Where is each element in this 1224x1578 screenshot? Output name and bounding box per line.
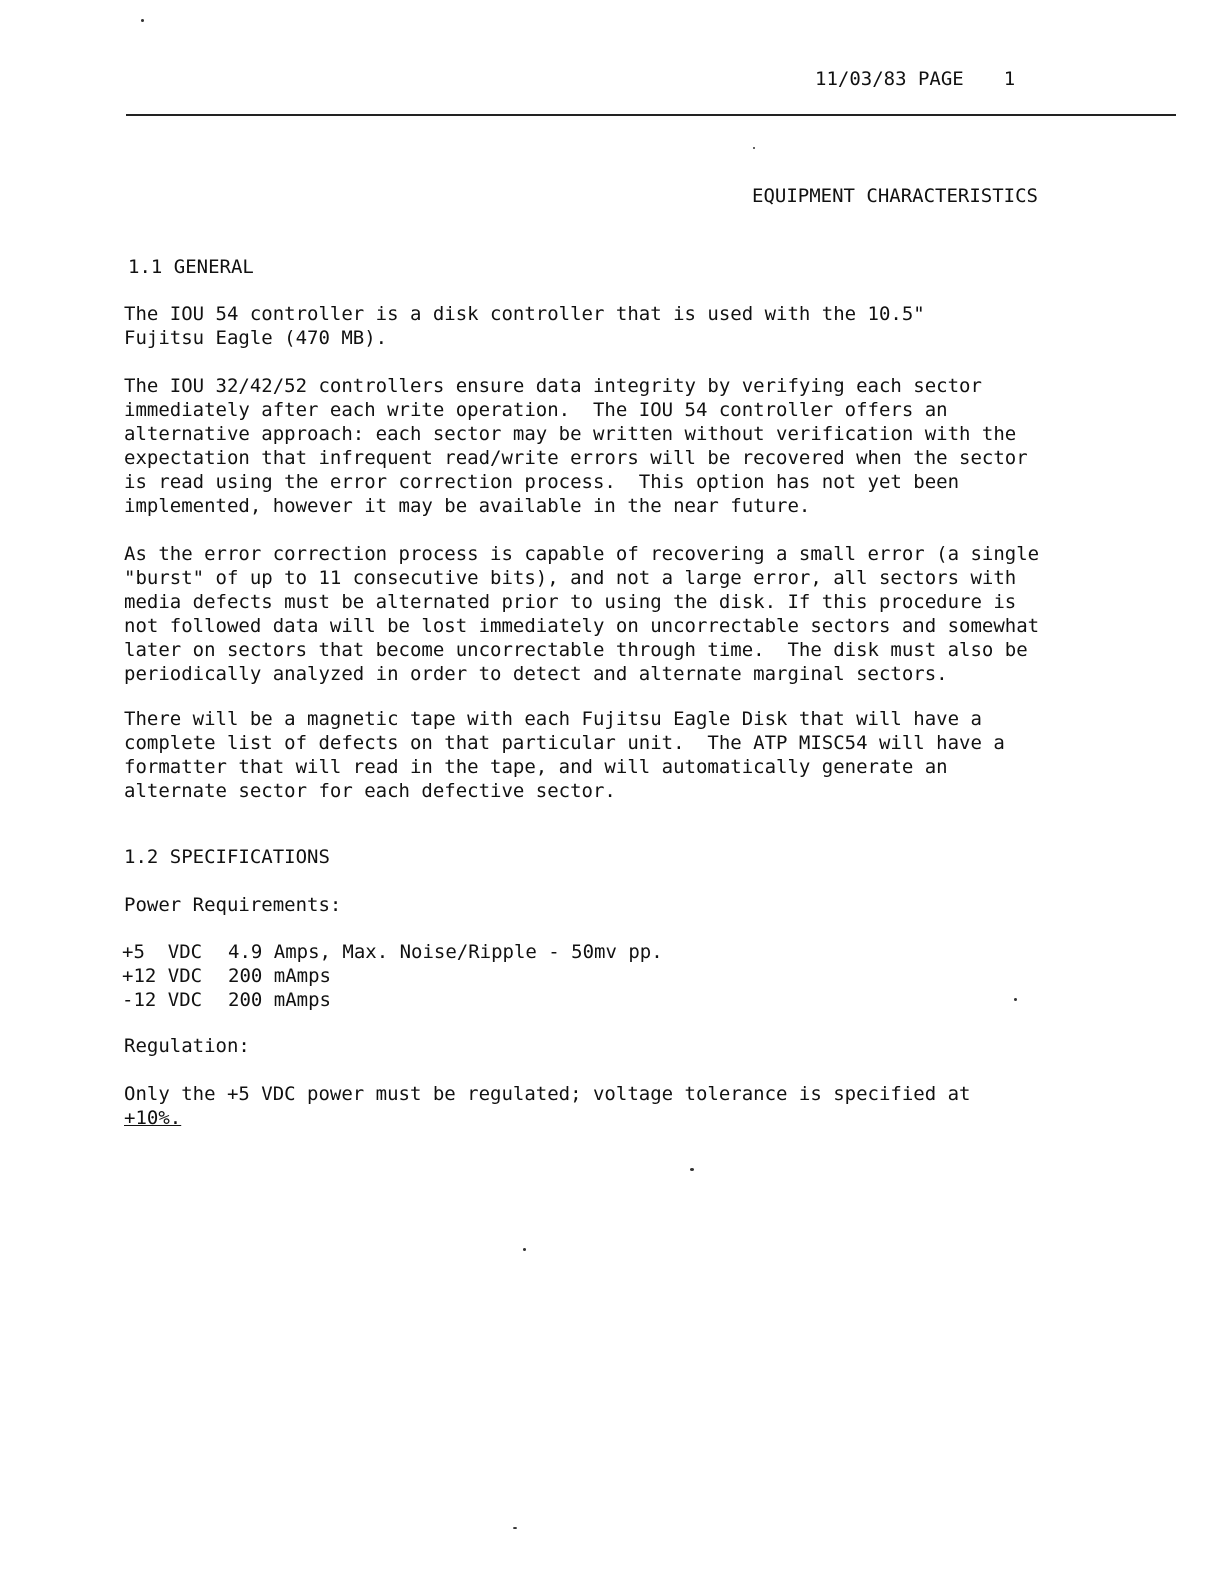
header-page-number: 1 <box>1003 68 1016 90</box>
general-paragraph-3: As the error correction process is capable of recovering a small error (a single "burst" of up to 11 consecutive bits), and not a large error, all sectors with media defects must be alternated prior to using the disk. If this procedure is not followed data will be lost immediately on uncorrectable sectors and somewhat later on sectors that become uncorrectable through time. The disk must also be periodically analyzed in order to detect and alternate marginal sectors. <box>124 543 1040 685</box>
power-spec: 4.9 Amps, Max. Noise/Ripple - 50mv pp. <box>228 941 663 963</box>
scan-speck <box>523 1248 526 1251</box>
document-title: EQUIPMENT CHARACTERISTICS <box>752 185 1038 207</box>
scan-speck <box>513 1527 517 1529</box>
general-paragraph-1: The IOU 54 controller is a disk controller that is used with the 10.5" Fujitsu Eagle (470 MB). <box>124 303 925 349</box>
scan-speck <box>141 19 144 22</box>
scan-speck <box>1014 998 1017 1001</box>
scan-speck <box>690 1168 694 1171</box>
tolerance-value: +10%. <box>124 1107 182 1129</box>
power-row <box>122 988 663 1012</box>
header-rule <box>126 114 1176 116</box>
general-paragraph-4: There will be a magnetic tape with each Fujitsu Eagle Disk that will have a complete list of defects on that particular unit. The ATP MISC54 will have a formatter that will read in the tape, and will automatically generate an alternate sector for each defective sector. <box>124 708 1005 802</box>
power-voltage: +12 VDC <box>122 965 203 987</box>
power-spec: 200 mAmps <box>228 989 331 1011</box>
power-spec: 200 mAmps <box>228 965 331 987</box>
power-row <box>122 940 663 964</box>
section-heading-specifications: 1.2 SPECIFICATIONS <box>124 846 330 868</box>
header-date-page: 11/03/83 PAGE <box>815 68 964 90</box>
section-heading-general: 1.1 GENERAL <box>128 256 254 278</box>
general-paragraph-2: The IOU 32/42/52 controllers ensure data integrity by verifying each sector immediately after each write operation. The IOU 54 controller offers an alternative approach: each sector may be written without verification with the expectation that infrequent read/write errors will be recovered when the sector is read using the error correction process. This option has not yet been implemented, however it may be available in the near future. <box>124 375 1028 517</box>
power-voltage: +5 VDC <box>122 941 203 963</box>
power-row <box>122 964 663 988</box>
regulation-paragraph <box>124 1082 970 1130</box>
regulation-text: Only the +5 VDC power must be regulated; voltage tolerance is specified at <box>124 1083 971 1105</box>
power-requirements-table <box>122 940 663 1012</box>
power-voltage: -12 VDC <box>122 989 203 1011</box>
power-requirements-label: Power Requirements: <box>124 894 342 916</box>
regulation-label: Regulation: <box>124 1035 250 1057</box>
scan-speck <box>753 147 755 149</box>
page-header <box>815 68 1015 90</box>
